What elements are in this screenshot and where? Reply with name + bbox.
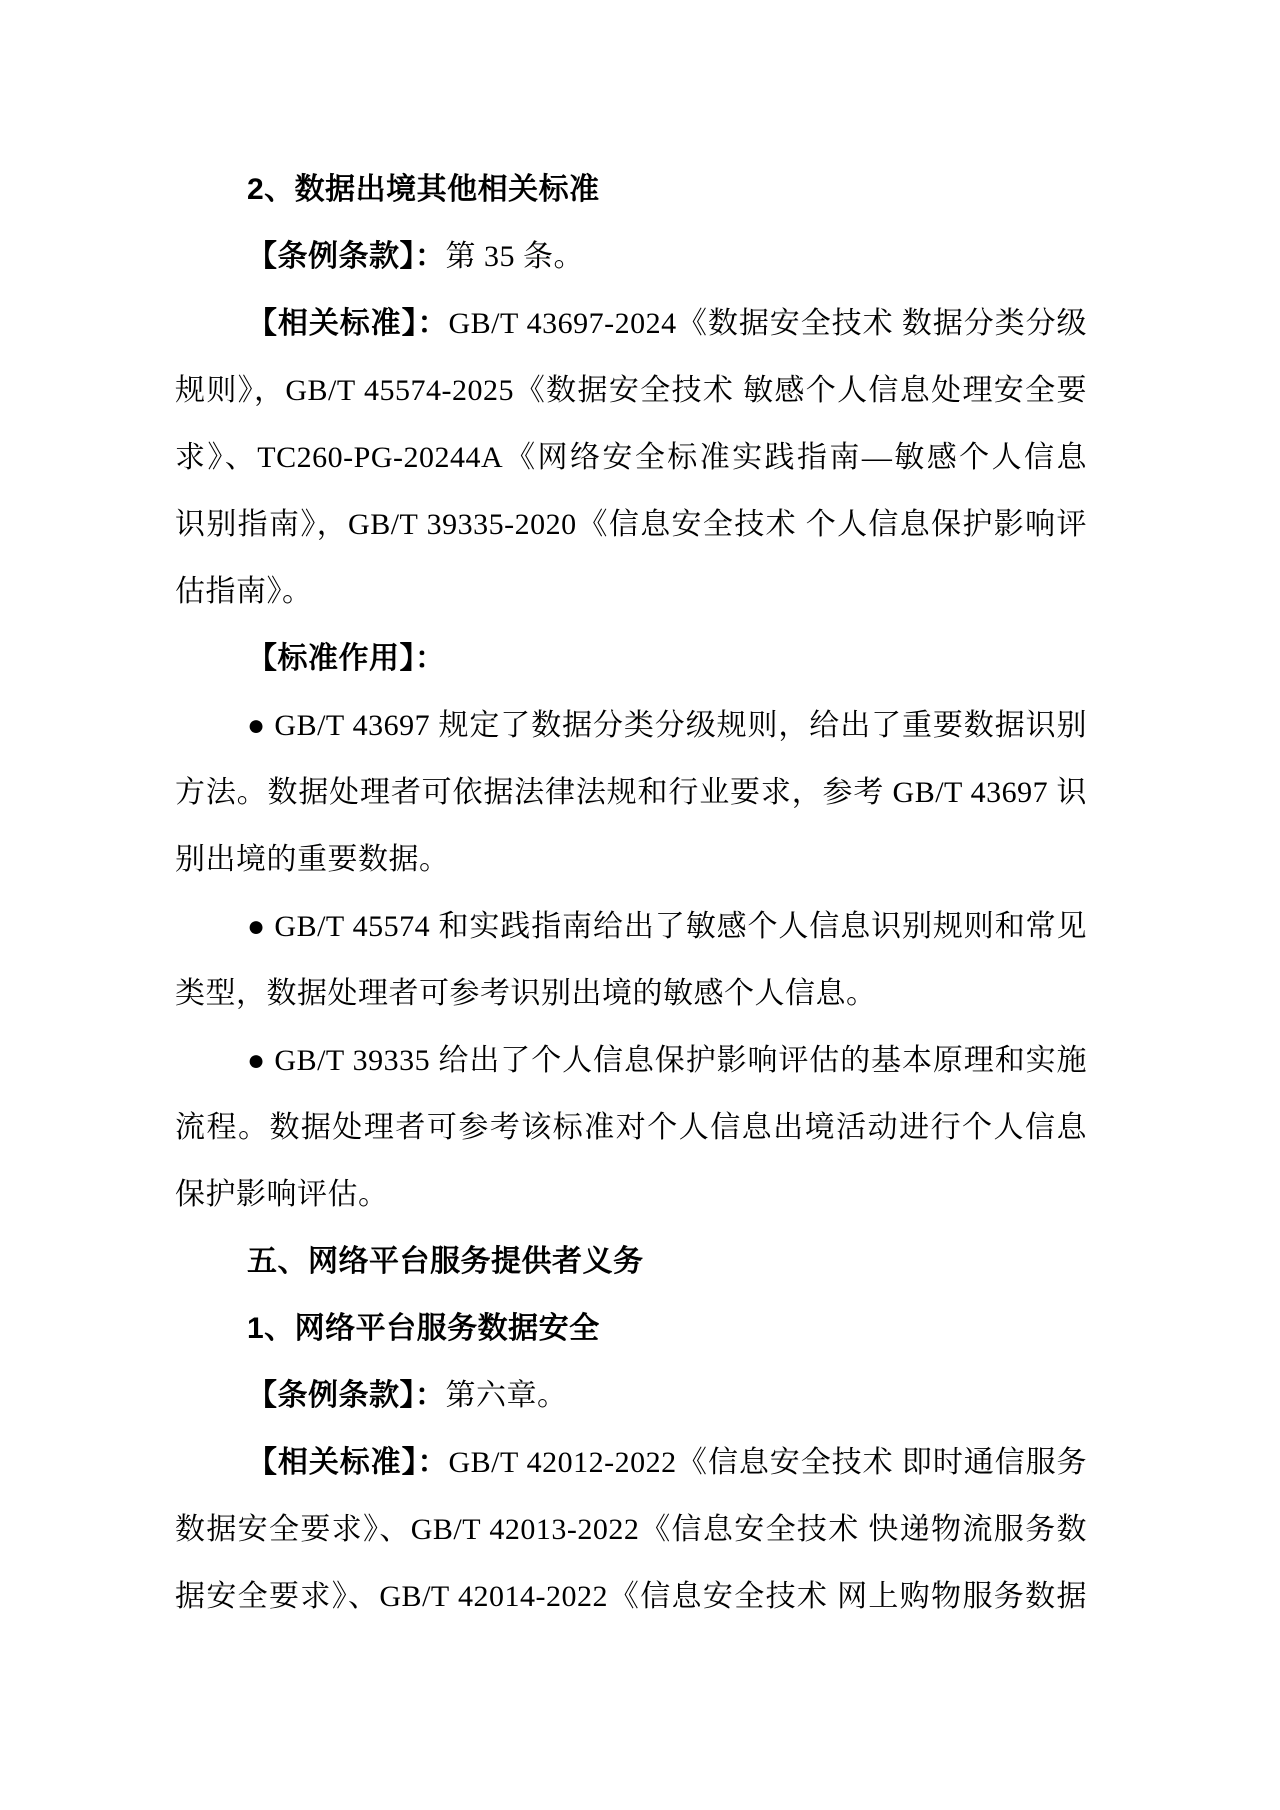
text-run: 规则》，GB/T 45574-2025《数据安全技术 敏感个人信息处理安全要 bbox=[175, 374, 1087, 407]
paragraph-related-standards2-line-2 bbox=[175, 1496, 1087, 1563]
document-body bbox=[175, 156, 1087, 1630]
bold-text-run: 2、数据出境其他相关标准 bbox=[247, 173, 600, 206]
text-run: 第 35 条。 bbox=[445, 240, 584, 273]
text-run: 估指南》。 bbox=[175, 575, 313, 608]
bullet-gbt39335-line-2 bbox=[175, 1094, 1087, 1161]
text-run: 流程。数据处理者可参考该标准对个人信息出境活动进行个人信息 bbox=[175, 1111, 1087, 1144]
text-run: 方法。数据处理者可依据法律法规和行业要求，参考 GB/T 43697 识 bbox=[175, 776, 1087, 809]
bold-text-run: 【标准作用】： bbox=[247, 642, 446, 675]
paragraph-related-standards-line-2 bbox=[175, 357, 1087, 424]
text-run: GB/T 43697-2024《数据安全技术 数据分类分级 bbox=[448, 307, 1087, 340]
paragraph-regulation-clause bbox=[175, 223, 1087, 290]
paragraph-standard-purpose-label bbox=[175, 625, 1087, 692]
paragraph-regulation-clause-chapter6 bbox=[175, 1362, 1087, 1429]
bold-text-run: 五、网络平台服务提供者义务 bbox=[247, 1245, 644, 1278]
text-run: ● GB/T 45574 和实践指南给出了敏感个人信息识别规则和常见 bbox=[247, 910, 1087, 943]
text-run: 第六章。 bbox=[445, 1379, 568, 1412]
bullet-gbt39335-line-1 bbox=[175, 1027, 1087, 1094]
bullet-gbt43697-line-3 bbox=[175, 826, 1087, 893]
text-run: 类型，数据处理者可参考识别出境的敏感个人信息。 bbox=[175, 977, 877, 1010]
bold-text-run: 【相关标准】： bbox=[247, 307, 449, 340]
text-run: ● GB/T 39335 给出了个人信息保护影响评估的基本原理和实施 bbox=[247, 1044, 1087, 1077]
paragraph-related-standards-line-1 bbox=[175, 290, 1087, 357]
bold-text-run: 【条例条款】： bbox=[247, 240, 446, 273]
bullet-gbt45574-line-2 bbox=[175, 960, 1087, 1027]
text-run: 数据安全要求》、GB/T 42013-2022《信息安全技术 快递物流服务数 bbox=[175, 1513, 1087, 1546]
paragraph-related-standards-line-5 bbox=[175, 558, 1087, 625]
paragraph-related-standards-line-4 bbox=[175, 491, 1087, 558]
bullet-gbt39335-line-3 bbox=[175, 1161, 1087, 1228]
paragraph-related-standards-line-3 bbox=[175, 424, 1087, 491]
text-run: 识别指南》，GB/T 39335-2020《信息安全技术 个人信息保护影响评 bbox=[175, 508, 1087, 541]
text-run: 据安全要求》、GB/T 42014-2022《信息安全技术 网上购物服务数据 bbox=[175, 1580, 1087, 1613]
heading-section-2-data-export-standards bbox=[175, 156, 1087, 223]
text-run: 保护影响评估。 bbox=[175, 1178, 389, 1211]
bullet-gbt43697-line-1 bbox=[175, 692, 1087, 759]
text-run: 别出境的重要数据。 bbox=[175, 843, 450, 876]
text-run: ● GB/T 43697 规定了数据分类分级规则，给出了重要数据识别 bbox=[247, 709, 1087, 742]
bold-text-run: 【相关标准】： bbox=[247, 1446, 449, 1479]
bold-text-run: 1、网络平台服务数据安全 bbox=[247, 1312, 600, 1345]
paragraph-related-standards2-line-1 bbox=[175, 1429, 1087, 1496]
heading-1-platform-data-security bbox=[175, 1295, 1087, 1362]
heading-section-5-platform-obligations bbox=[175, 1228, 1087, 1295]
paragraph-related-standards2-line-3 bbox=[175, 1563, 1087, 1630]
bold-text-run: 【条例条款】： bbox=[247, 1379, 446, 1412]
bullet-gbt45574-line-1 bbox=[175, 893, 1087, 960]
bullet-gbt43697-line-2 bbox=[175, 759, 1087, 826]
text-run: 求》、TC260-PG-20244A《网络安全标准实践指南—敏感个人信息 bbox=[175, 441, 1087, 474]
text-run: GB/T 42012-2022《信息安全技术 即时通信服务 bbox=[448, 1446, 1087, 1479]
